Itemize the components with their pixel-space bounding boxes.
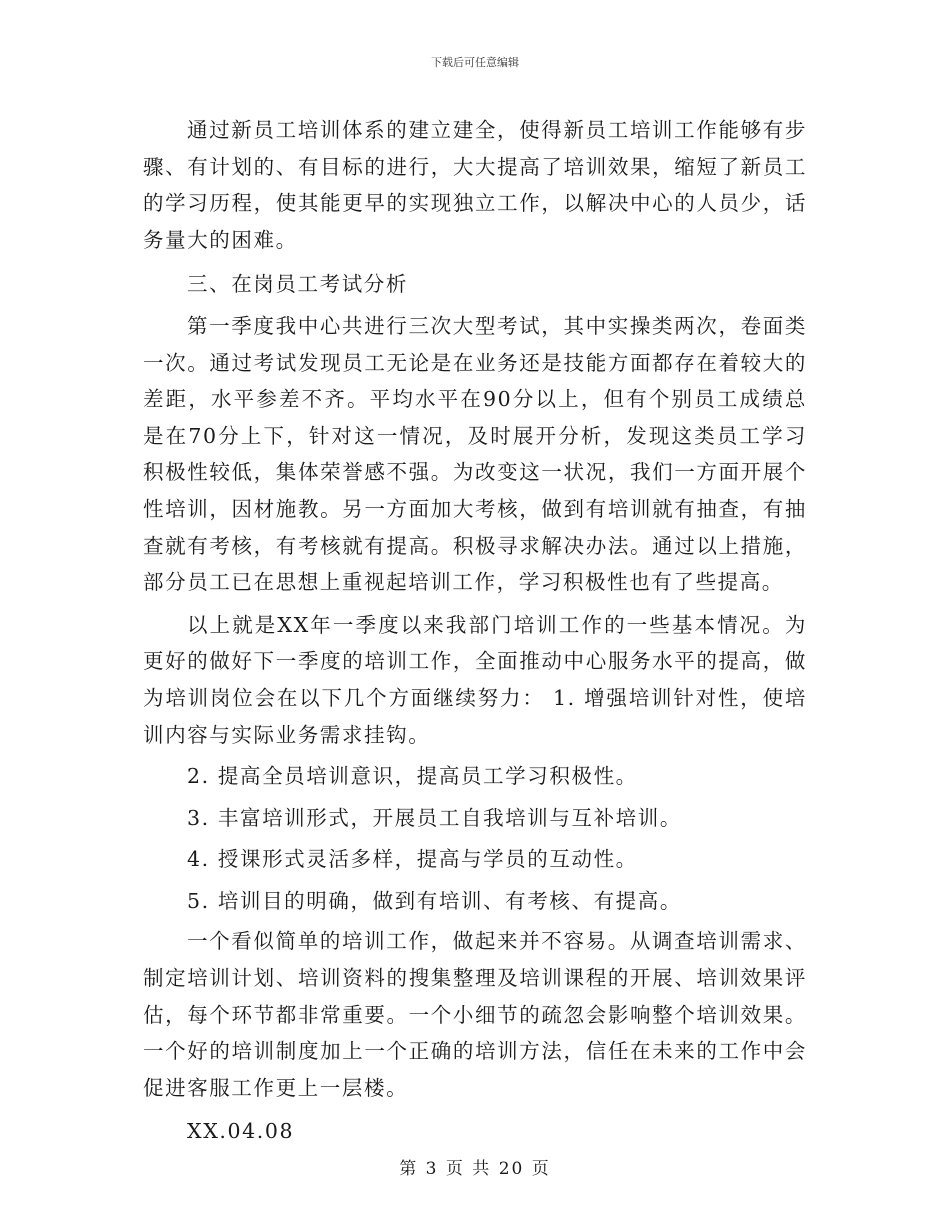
paragraph-training-system: 通过新员工培训体系的建立建全，使得新员工培训工作能够有步骤、有计划的、有目标的进行，大大提高了培训效果，缩短了新员工的学习历程，使其能更早的实现独立工作，以解决中心的人员少，话务量大的困难。 [143, 118, 807, 252]
paragraph-summary: 以上就是XX年一季度以来我部门培训工作的一些基本情况。为更好的做好下一季度的培训工作，全面推动中心服务水平的提高，做为培训岗位会在以下几个方面继续努力： 1. 增强培训针对性，使培训内容与实际业务需求挂钩。 [143, 612, 807, 747]
list-item-3: 3. 丰富培训形式，开展员工自我培训与互补培训。 [187, 805, 682, 830]
list-item-4: 4. 授课形式灵活多样，提高与学员的互动性。 [187, 847, 638, 872]
list-item-2: 2. 提高全员培训意识，提高员工学习积极性。 [187, 764, 638, 789]
page-number-footer: 第 3 页 共 20 页 [399, 1159, 551, 1179]
document-date: XX.04.08 [187, 1119, 295, 1144]
document-body [143, 112, 807, 1150]
paragraph-exam-analysis: 第一季度我中心共进行三次大型考试，其中实操类两次，卷面类一次。通过考试发现员工无论是在业务还是技能方面都存在着较大的差距，水平参差不齐。平均水平在90分以上，但有个别员工成绩总是在70分上下，针对这一情况，及时展开分析，发现这类员工学习积极性较低，集体荣誉感不强。为改变这一状况，我们一方面开展个性培训，因材施教。另一方面加大考核，做到有培训就有抽查，有抽查就有考核，有考核就有提高。积极寻求解决办法。通过以上措施，部分员工已在思想上重视起培训工作，学习积极性也有了些提高。 [143, 313, 807, 595]
page-header: 下载后可任意编辑 [431, 56, 519, 69]
list-item-5: 5. 培训目的明确，做到有培训、有考核、有提高。 [187, 888, 682, 913]
section-heading-exam-analysis: 三、在岗员工考试分析 [187, 272, 408, 297]
paragraph-conclusion: 一个看似简单的培训工作，做起来并不容易。从调查培训需求、制定培训计划、培训资料的搜集整理及培训课程的开展、培训效果评估，每个环节都非常重要。一个小细节的疏忽会影响整个培训效果。一个好的培训制度加上一个正确的培训方法，信任在未来的工作中会促进客服工作更上一层楼。 [143, 929, 807, 1100]
